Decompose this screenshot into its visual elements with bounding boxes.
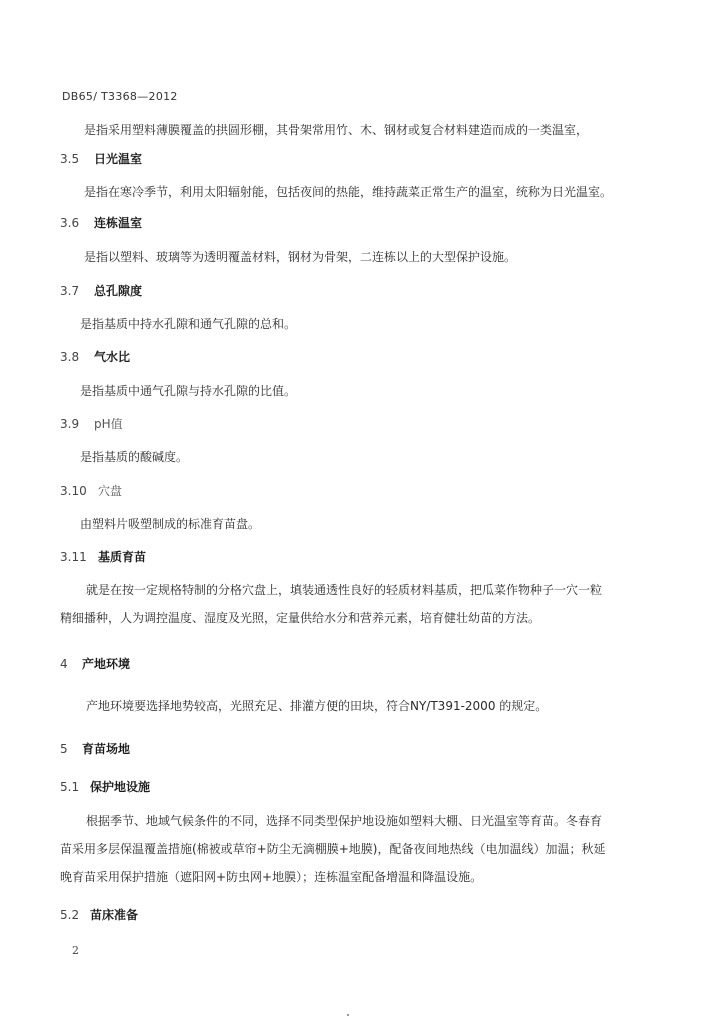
section-title: 总孔隙度 bbox=[94, 284, 143, 298]
section-heading-3-6 bbox=[60, 214, 142, 231]
section-heading-3-5 bbox=[60, 150, 142, 167]
section-number: 5.2 bbox=[60, 908, 80, 922]
section-body-line: 就是在按一定规格特制的分格穴盘上，填装通透性良好的轻质材料基质，把瓜菜作物种子一穴一粒 bbox=[86, 583, 603, 597]
section-body-line: 是指基质中通气孔隙与持水孔隙的比值。 bbox=[80, 384, 297, 398]
section-body-line: 是指基质中持水孔隙和通气孔隙的总和。 bbox=[80, 317, 297, 331]
section-title: 育苗场地 bbox=[82, 742, 131, 756]
section-body-line: 产地环境要选择地势较高，光照充足、排灌方便的田块，符合NY/T391-2000 的规定。 bbox=[86, 699, 548, 713]
section-title: 连栋温室 bbox=[94, 216, 143, 230]
section-heading-3-7 bbox=[60, 282, 142, 299]
section-body-line: 是指以塑料、玻璃等为透明覆盖材料，钢材为骨架，二连栋以上的大型保护设施。 bbox=[84, 250, 517, 264]
section-title: 保护地设施 bbox=[90, 780, 151, 794]
section-number: 3.11 bbox=[60, 550, 87, 564]
page-number: 2 bbox=[72, 944, 79, 957]
intro-body-line: 是指采用塑料薄膜覆盖的拱圆形棚，其骨架常用竹、木、钢材或复合材料建造而成的一类温室， bbox=[84, 123, 589, 137]
section-title: 苗床准备 bbox=[90, 908, 139, 922]
section-heading-3-9 bbox=[60, 415, 123, 432]
section-heading-4 bbox=[60, 655, 130, 672]
section-body-line: 精细播种，人为调控温度、湿度及光照，定量供给水分和营养元素，培育健壮幼苗的方法。 bbox=[60, 611, 541, 625]
section-number: 3.5 bbox=[60, 152, 80, 166]
section-body-line: 苗采用多层保温覆盖措施(棉被或草帘+防尘无滴棚膜+地膜)，配备夜间地热线（电加温线）加温；秋延 bbox=[60, 842, 606, 856]
section-heading-3-10 bbox=[60, 482, 122, 499]
section-title: 日光温室 bbox=[94, 152, 143, 166]
section-number: 3.6 bbox=[60, 216, 80, 230]
section-heading-3-11 bbox=[60, 548, 146, 565]
section-number: 3.9 bbox=[60, 417, 80, 431]
section-title: 产地环境 bbox=[82, 657, 131, 671]
section-number: 3.8 bbox=[60, 350, 80, 364]
section-body-line: 是指基质的酸碱度。 bbox=[80, 450, 189, 464]
scan-speck bbox=[347, 1014, 349, 1016]
section-title: 基质育苗 bbox=[98, 550, 147, 564]
section-number: 5.1 bbox=[60, 780, 80, 794]
section-heading-5-1 bbox=[60, 778, 150, 795]
section-body-line: 由塑料片吸塑制成的标准育苗盘。 bbox=[80, 517, 261, 531]
document-code-header: DB65/ T3368—2012 bbox=[62, 90, 178, 103]
section-body-line: 根据季节、地域气候条件的不同，选择不同类型保护地设施如塑料大棚、日光温室等育苗。冬春育 bbox=[86, 814, 603, 828]
section-title: 气水比 bbox=[94, 350, 131, 364]
section-heading-5-2 bbox=[60, 906, 138, 923]
section-number: 3.7 bbox=[60, 284, 80, 298]
section-title: 穴盘 bbox=[98, 484, 123, 498]
section-title: pH值 bbox=[94, 417, 123, 431]
section-body-line: 是指在寒冷季节，利用太阳辐射能，包括夜间的热能，维持蔬菜正常生产的温室，统称为日光温室。 bbox=[84, 185, 613, 199]
section-body-line: 晚育苗采用保护措施（遮阳网+防虫网+地膜）；连栋温室配备增温和降温设施。 bbox=[60, 870, 483, 884]
section-heading-5 bbox=[60, 740, 130, 757]
section-number: 4 bbox=[60, 657, 68, 671]
section-number: 5 bbox=[60, 742, 68, 756]
section-heading-3-8 bbox=[60, 348, 130, 365]
section-number: 3.10 bbox=[60, 484, 87, 498]
